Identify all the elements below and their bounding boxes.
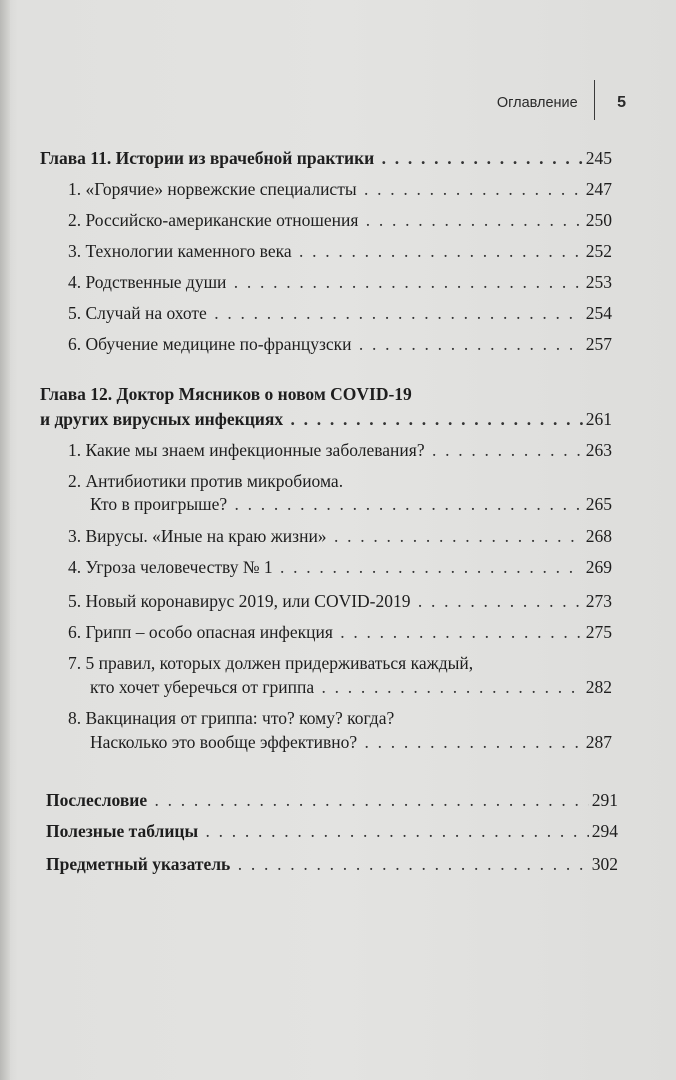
dot-leader — [230, 493, 583, 515]
dot-leader — [428, 439, 583, 461]
toc-item — [68, 621, 612, 643]
toc-item — [68, 333, 612, 355]
toc-page-number: 282 — [585, 677, 612, 697]
toc-page-number: 245 — [585, 148, 612, 168]
dot-leader — [360, 731, 583, 753]
toc-item — [68, 209, 612, 231]
toc-item — [90, 676, 612, 698]
toc-item — [68, 271, 612, 293]
toc-item-label: 2. Антибиотики против микробиома. — [68, 471, 344, 491]
dot-leader — [295, 240, 583, 262]
dot-leader — [201, 820, 589, 842]
toc-section-title: Полезные таблицы — [46, 821, 199, 841]
dot-leader — [233, 853, 588, 875]
dot-leader — [330, 525, 583, 547]
toc-item-label: Кто в проигрыше? — [90, 494, 228, 514]
toc-item-label: 1. Какие мы знаем инфекционные заболевания? — [68, 440, 425, 460]
dot-leader — [317, 676, 583, 698]
toc-chapter-11 — [40, 147, 612, 169]
toc-page-number: 263 — [585, 440, 612, 460]
dot-leader — [414, 590, 583, 612]
toc-item-label: 1. «Горячие» норвежские специалисты — [68, 179, 357, 199]
toc-item — [68, 590, 612, 612]
dot-leader — [229, 271, 582, 293]
toc-item-label: 5. Случай на охоте — [68, 303, 207, 323]
toc-item — [68, 302, 612, 324]
toc-back-matter — [46, 820, 618, 842]
toc-page-number: 252 — [585, 241, 612, 261]
toc-page-number: 269 — [585, 557, 612, 577]
dot-leader — [210, 302, 583, 324]
toc-page-number: 257 — [585, 334, 612, 354]
toc-item-label: 7. 5 правил, которых должен придерживаться каждый, — [68, 653, 474, 673]
toc-chapter-title: Глава 12. Доктор Мясников о новом COVID-19 — [40, 384, 412, 404]
toc-item-label: 3. Технологии каменного века — [68, 241, 292, 261]
toc-item-label: 3. Вирусы. «Иные на краю жизни» — [68, 526, 327, 546]
toc-item-label: 4. Родственные души — [68, 272, 227, 292]
toc-page-number: 291 — [591, 790, 618, 810]
toc-item-label: кто хочет уберечься от гриппа — [90, 677, 315, 697]
toc-item-label: Насколько это вообще эффективно? — [90, 732, 358, 752]
running-head-title: Оглавление — [496, 95, 578, 111]
toc-item-label: 6. Обучение медицине по-французски — [68, 334, 352, 354]
dot-leader — [276, 556, 583, 578]
toc-item-label: 5. Новый коронавирус 2019, или COVID-2019 — [68, 591, 411, 611]
toc-page-number: 294 — [591, 821, 618, 841]
page-number: 5 — [617, 94, 626, 111]
toc-item — [68, 525, 612, 547]
toc-page-number: 275 — [585, 622, 612, 642]
toc-item-line1 — [68, 470, 612, 492]
toc-chapter-12 — [40, 408, 612, 430]
toc-item-label: 4. Угроза человечеству № 1 — [68, 557, 273, 577]
toc-chapter-title: Глава 11. Истории из врачебной практики — [40, 148, 375, 168]
toc-item-label: 6. Грипп – особо опасная инфекция — [68, 622, 333, 642]
toc-item — [68, 556, 612, 578]
toc-page-number: 287 — [585, 732, 612, 752]
toc-chapter-12-title-line1 — [40, 383, 612, 405]
dot-leader — [360, 178, 583, 200]
toc-item — [68, 439, 612, 461]
toc-item-label: 8. Вакцинация от гриппа: что? кому? когда? — [68, 708, 395, 728]
toc-page-number: 253 — [585, 272, 612, 292]
toc-page-number: 247 — [585, 179, 612, 199]
toc-item-label: 2. Российско-американские отношения — [68, 210, 359, 230]
toc-item-line1 — [68, 652, 612, 674]
toc-item — [90, 731, 612, 753]
toc-page-number: 268 — [585, 526, 612, 546]
toc-back-matter — [46, 789, 618, 811]
toc-item — [68, 240, 612, 262]
toc-item — [68, 178, 612, 200]
toc-page-number: 261 — [585, 409, 612, 429]
dot-leader — [336, 621, 583, 643]
toc-chapter-title: и других вирусных инфекциях — [40, 409, 284, 429]
dot-leader — [286, 408, 583, 430]
toc-page-number: 273 — [585, 591, 612, 611]
dot-leader — [377, 147, 582, 169]
dot-leader — [355, 333, 583, 355]
dot-leader — [150, 789, 589, 811]
toc-item-line1 — [68, 707, 612, 729]
toc-back-matter — [46, 853, 618, 875]
toc-page-number: 250 — [585, 210, 612, 230]
toc-page-number: 265 — [585, 494, 612, 514]
toc-page-number: 254 — [585, 303, 612, 323]
toc-section-title: Послесловие — [46, 790, 148, 810]
dot-leader — [361, 209, 582, 231]
toc-item — [90, 493, 612, 515]
toc-section-title: Предметный указатель — [46, 854, 231, 874]
toc-page-number: 302 — [591, 854, 618, 874]
